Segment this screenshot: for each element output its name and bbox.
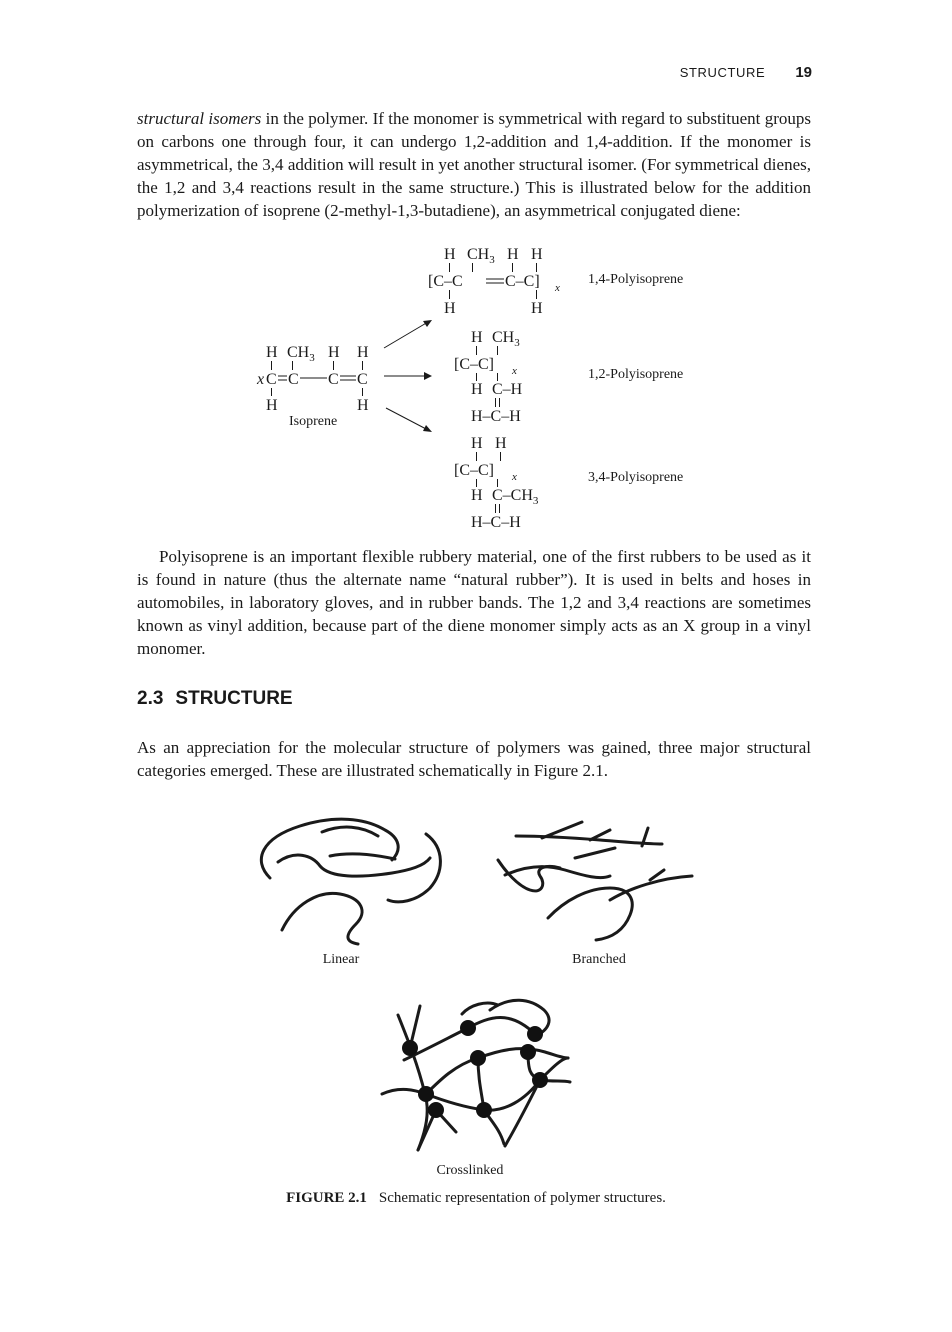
svg-text:x: x: [257, 371, 265, 388]
svg-text:H: H: [444, 246, 456, 263]
svg-text:H: H: [266, 397, 278, 414]
svg-text:H: H: [495, 435, 507, 452]
svg-text:C: C: [288, 371, 299, 388]
italic-term: structural isomers: [137, 109, 262, 128]
reaction-arrows: [384, 320, 432, 432]
svg-text:H: H: [471, 487, 483, 504]
svg-text:x: x: [512, 365, 517, 377]
caption-label: FIGURE 2.1: [286, 1190, 367, 1206]
paragraph-structure-intro: As an appreciation for the molecular structure of polymers was gained, three major structural categories emerged. These are illustrated schematically in Figure 2.1.: [137, 738, 811, 780]
section-number: 2.3: [137, 688, 164, 709]
svg-text:[C–C]: [C–C]: [454, 462, 494, 479]
figure-label-branched: Branched: [572, 952, 626, 967]
svg-text:x: x: [512, 471, 517, 483]
svg-text:CH3: $CH_3$: [492, 329, 520, 349]
crosslink-points: [402, 1020, 548, 1118]
svg-text:x: x: [555, 282, 560, 294]
svg-text:H: H: [507, 246, 519, 263]
paragraph-structural-isomers: [137, 107, 811, 222]
paragraph-text: in the polymer. If the monomer is symmetrical with regard to substituent groups on carbons one through four, it can undergo 1,2-addition and 1,4-addition. If the monomer is asymmetrical, the 3,4 addition will result in yet another structural isomer. (For symmetrical dienes, the 1,2 and 3,4 reactions result in the same structure.) This is illustrated below for the addition polymerization of isoprene (2-methyl-1,3-butadiene), an asymmetrical conjugated diene:: [137, 109, 811, 220]
svg-text:H: H: [471, 435, 483, 452]
svg-text:C–CH3: $C-CH_3$: [492, 487, 539, 507]
svg-text:H–C–H: H–C–H: [471, 514, 521, 531]
figure-label-crosslinked: Crosslinked: [436, 1163, 504, 1178]
svg-text:H–C–H: H–C–H: [471, 408, 521, 425]
structure-3-4-polyisoprene: [454, 435, 539, 531]
paragraph-polyisoprene: Polyisoprene is an important flexible rubbery material, one of the first rubbers to be used as it is found in nature (thus the alternate name “natural rubber”). It is used in belts and hoses in automobiles, in laboratory gloves, and in rubber bands. The 1,2 and 3,4 reactions are sometimes known as vinyl addition, because part of the diene monomer simply acts as an X group in a vinyl monomer.: [137, 547, 811, 658]
structure-isoprene-monomer: [256, 344, 369, 414]
linear-polymer-drawing: [261, 819, 440, 944]
svg-text:[C–C]: [C–C]: [454, 356, 494, 373]
svg-text:CH3: $CH_3$: [287, 344, 315, 364]
svg-text:H: H: [328, 344, 340, 361]
label-1-4-polyisoprene: 1,4-Polyisoprene: [588, 272, 684, 287]
structure-1-4-polyisoprene: [428, 246, 560, 317]
running-header-title: STRUCTURE: [679, 65, 766, 80]
svg-text:[C–C: [C–C: [428, 273, 463, 290]
svg-text:H: H: [357, 344, 369, 361]
caption-text: Schematic representation of polymer structures.: [378, 1190, 666, 1206]
figure-label-linear: Linear: [322, 952, 360, 967]
figure-polymer-structures: [0, 800, 952, 1220]
section-title: STRUCTURE: [175, 688, 293, 709]
svg-text:C–C]: C–C]: [505, 273, 540, 290]
svg-text:C: C: [266, 371, 277, 388]
svg-text:H: H: [266, 344, 278, 361]
label-isoprene: Isoprene: [289, 414, 338, 429]
svg-text:C–H: C–H: [492, 381, 523, 398]
svg-text:H: H: [444, 300, 456, 317]
svg-text:H: H: [471, 381, 483, 398]
structure-1-2-polyisoprene: [454, 329, 523, 425]
page-number: 19: [795, 64, 812, 81]
label-1-2-polyisoprene: 1,2-Polyisoprene: [588, 367, 684, 382]
figure-caption: [0, 1190, 952, 1207]
svg-text:H: H: [531, 246, 543, 263]
svg-text:CH3: $CH_3$: [467, 246, 495, 266]
label-3-4-polyisoprene: 3,4-Polyisoprene: [588, 470, 684, 485]
svg-text:H: H: [471, 329, 483, 346]
running-header: [680, 64, 812, 81]
section-heading: [137, 688, 293, 710]
isoprene-reaction-scheme: [0, 236, 952, 541]
svg-text:H: H: [357, 397, 369, 414]
svg-text:C: C: [328, 371, 339, 388]
branched-polymer-drawing: [498, 822, 692, 940]
svg-text:H: H: [531, 300, 543, 317]
svg-text:C: C: [357, 371, 368, 388]
